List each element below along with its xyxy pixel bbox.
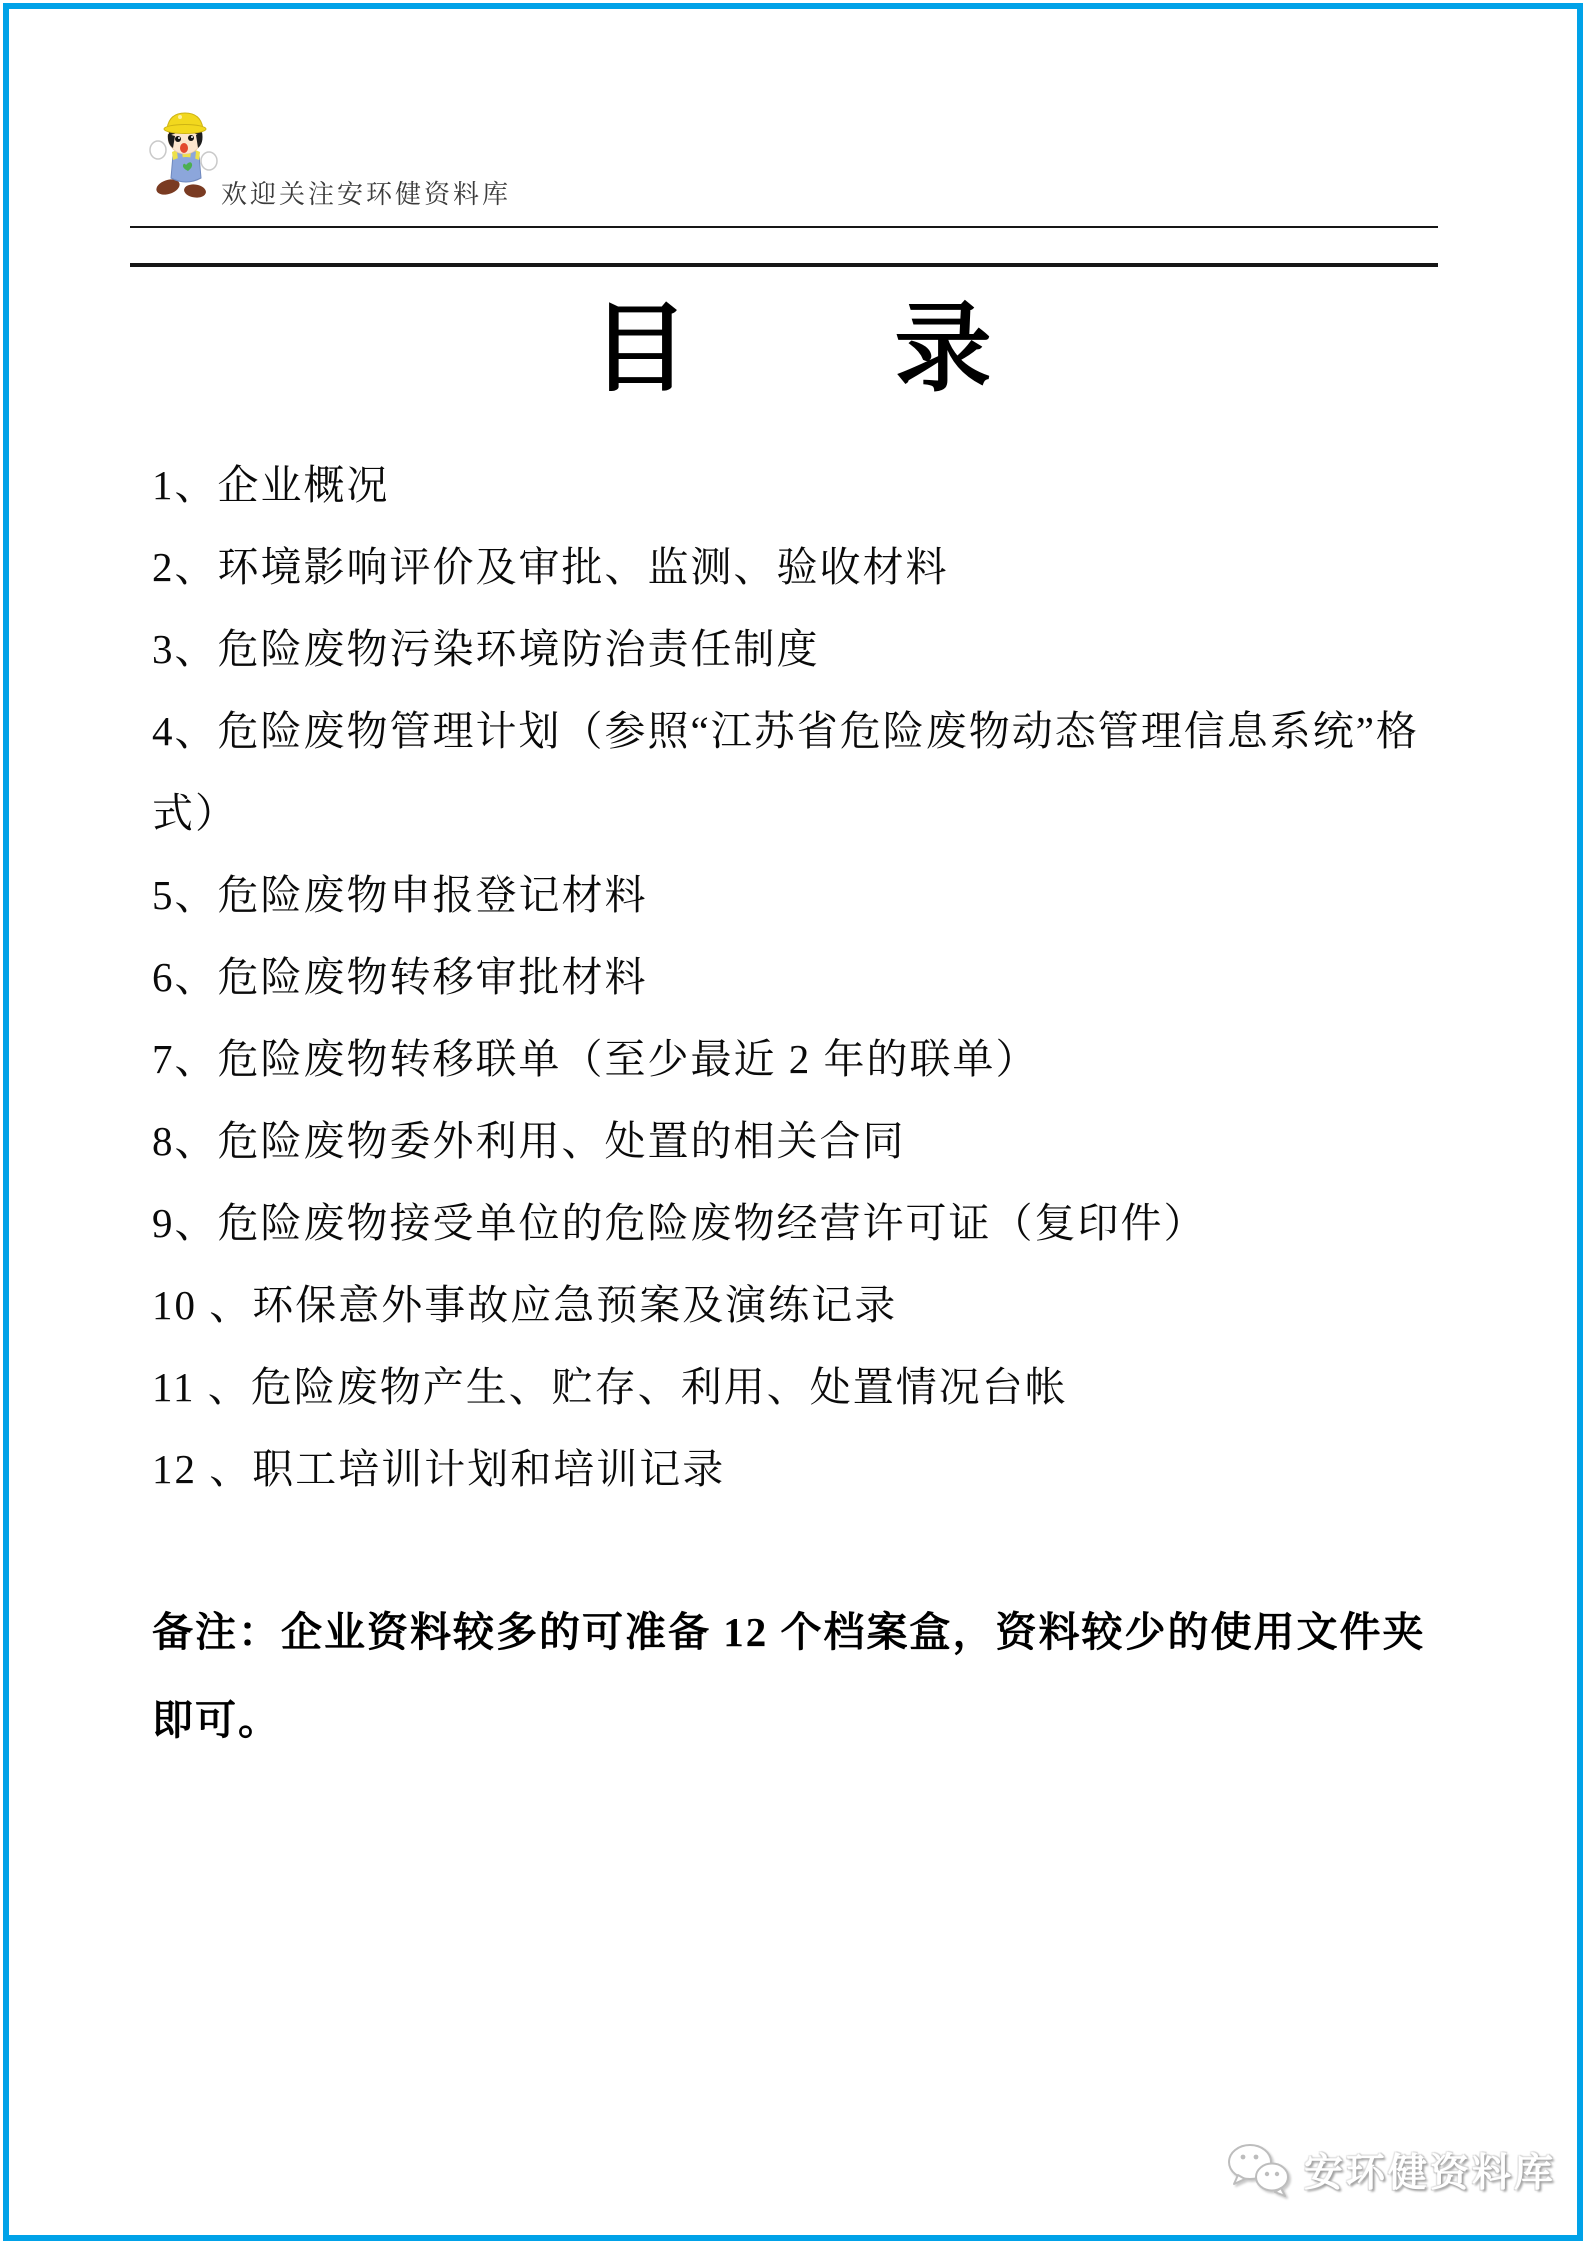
toc-item-11: 11 、危险废物产生、贮存、利用、处置情况台帐 [152, 1364, 1068, 1410]
wechat-icon [1226, 2142, 1292, 2198]
header-rule-thick [130, 263, 1438, 267]
toc-item-7: 7、危险废物转移联单（至少最近 2 年的联单） [152, 1036, 1039, 1082]
toc-item-2: 2、环境影响评价及审批、监测、验收材料 [152, 544, 949, 590]
toc-item-12: 12 、职工培训计划和培训记录 [152, 1446, 726, 1492]
footer-watermark [1226, 2142, 1556, 2198]
table-of-contents [152, 444, 1457, 1510]
toc-item-10: 10 、环保意外事故应急预案及演练记录 [152, 1282, 898, 1328]
toc-item-9: 9、危险废物接受单位的危险废物经营许可证（复印件） [152, 1200, 1207, 1246]
toc-item-5: 5、危险废物申报登记材料 [152, 872, 648, 918]
header-rule-thin [130, 226, 1438, 228]
toc-item-8: 8、危险废物委外利用、处置的相关合同 [152, 1118, 906, 1164]
toc-item-6: 6、危险废物转移审批材料 [152, 954, 648, 1000]
page-title: 目 录 [591, 294, 996, 403]
welcome-banner-text: 欢迎关注安环健资料库 [221, 179, 512, 209]
watermark-text: 安环健资料库 [1304, 2152, 1557, 2195]
remark-note: 备注：企业资料较多的可准备 12 个档案盒，资料较少的使用文件夹即可。 [152, 1609, 1426, 1743]
toc-item-1: 1、企业概况 [152, 462, 390, 508]
toc-item-3: 3、危险废物污染环境防治责任制度 [152, 626, 820, 672]
toc-item-4: 4、危险废物管理计划（参照“江苏省危险废物动态管理信息系统”格式） [152, 708, 1419, 836]
safety-worker-mascot-icon [146, 108, 226, 198]
